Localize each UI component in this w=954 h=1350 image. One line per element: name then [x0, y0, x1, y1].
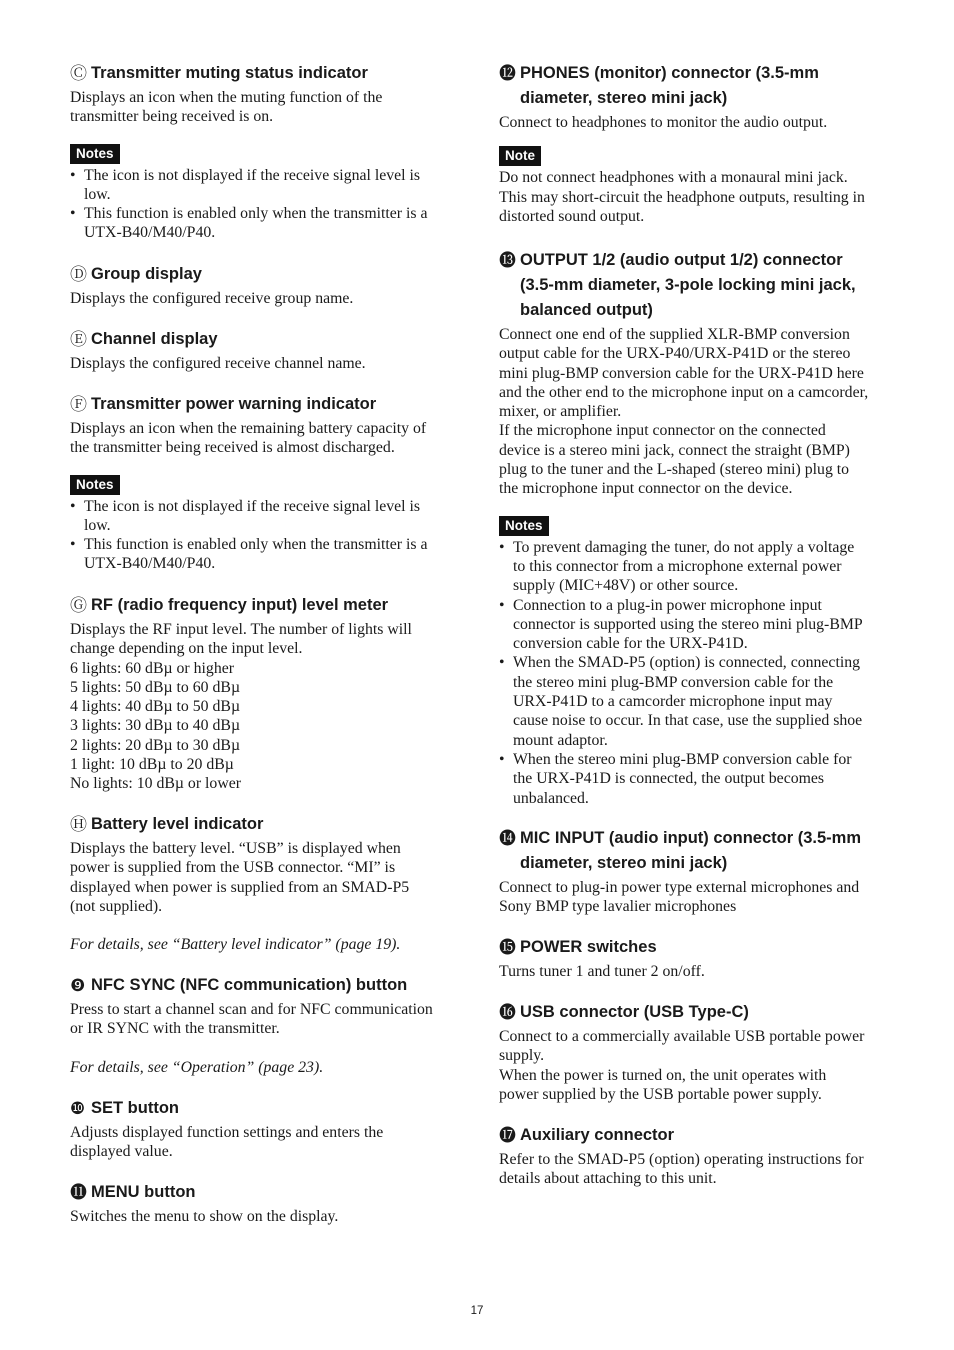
cross-reference: For details, see “Battery level indicator” (page 19). — [70, 936, 401, 954]
section-body: Displays the configured receive channel name. — [70, 355, 366, 372]
notes-badge: Notes — [70, 475, 120, 495]
section-heading: Ⓕ Transmitter power warning indicator — [70, 392, 458, 417]
marker-c: Ⓒ — [70, 64, 87, 83]
marker-12: ⓬ — [499, 64, 516, 83]
section-phones-connector — [499, 61, 889, 226]
cross-reference: For details, see “Operation” (page 23). — [70, 1058, 324, 1076]
section-body: Displays the battery level. “USB” is displayed when power is supplied from the USB connector. “MI” is displayed when power is supplied from an SMAD-P5 (not supplied). — [70, 840, 410, 915]
section-body: Displays the configured receive group name. — [70, 290, 354, 307]
note-item: • The icon is not displayed if the receive signal level is low. — [70, 497, 458, 536]
marker-9: ❾ — [70, 976, 86, 995]
section-body: Switches the menu to show on the display. — [70, 1208, 339, 1225]
marker-17: ⓱ — [499, 1126, 516, 1145]
section-mic-input-connector — [499, 826, 889, 917]
section-usb-connector — [499, 1000, 889, 1104]
section-body: Displays an icon when the muting function of the transmitter being received is on. — [70, 89, 383, 126]
page-number: 17 — [470, 1305, 484, 1317]
section-heading: Ⓖ RF (radio frequency input) level meter — [70, 593, 458, 618]
marker-14: ⓮ — [499, 829, 516, 848]
section-body: Adjusts displayed function settings and enters the displayed value. — [70, 1124, 384, 1161]
section-heading: ⓫ MENU button — [70, 1180, 458, 1205]
section-body: Connect one end of the supplied XLR-BMP conversion output cable for the URX-P40/URX-P41D or the stereo mini plug-BMP conversion cable for the URX-P41D here and the other end to the microphone input on a camcorder, mixer, or amplifier. If the microphone input connector on the connected device is a stereo mini jack, connect the straight (BMP) plug to the tuner and the L-shaped (stereo mini) plug to the microphone input connector on the device. — [499, 326, 869, 498]
section-body: Refer to the SMAD-P5 (option) operating instructions for details about attaching to this unit. — [499, 1151, 864, 1188]
section-power-warning — [70, 392, 458, 574]
marker-16: ⓰ — [499, 1003, 516, 1022]
section-heading: ⓮ MIC INPUT (audio input) connector (3.5-mm diameter, stereo mini jack) — [499, 826, 889, 876]
note-item: • To prevent damaging the tuner, do not apply a voltage to this connector from a microphone external power supply (MIC+48V) or other source. — [499, 538, 889, 596]
marker-f: Ⓕ — [70, 395, 87, 414]
marker-10: ❿ — [70, 1099, 86, 1118]
section-heading: ⓭ OUTPUT 1/2 (audio output 1/2) connector (3.5-mm diameter, 3-pole locking mini jack, balanced output) — [499, 248, 889, 323]
section-output-connector — [499, 248, 889, 808]
section-battery-level — [70, 812, 458, 954]
section-channel-display — [70, 327, 458, 373]
section-transmitter-muting — [70, 61, 458, 243]
section-body: Displays an icon when the remaining battery capacity of the transmitter being received is almost discharged. — [70, 420, 427, 457]
marker-g: Ⓖ — [70, 596, 87, 615]
section-heading: Ⓗ Battery level indicator — [70, 812, 458, 837]
note-item: • Connection to a plug-in power microphone input connector is supported using the stereo mini plug-BMP conversion cable for the URX-P41D. — [499, 596, 889, 654]
section-power-switches — [499, 935, 889, 981]
note-item: • This function is enabled only when the transmitter is a UTX-B40/M40/P40. — [70, 204, 458, 243]
section-body: Turns tuner 1 and tuner 2 on/off. — [499, 963, 705, 980]
notes-badge: Notes — [70, 144, 120, 164]
section-heading: ⓯ POWER switches — [499, 935, 889, 960]
section-body: Connect to a commercially available USB portable power supply. When the power is turned on, the unit operates with power supplied by the USB portable power supply. — [499, 1028, 865, 1103]
section-menu-button — [70, 1180, 458, 1226]
notes-block — [499, 516, 889, 808]
section-heading: Ⓔ Channel display — [70, 327, 458, 352]
notes-badge: Notes — [499, 516, 549, 536]
section-body: Press to start a channel scan and for NFC communication or IR SYNC with the transmitter. — [70, 1001, 433, 1038]
section-heading: Ⓒ Transmitter muting status indicator — [70, 61, 458, 86]
marker-h: Ⓗ — [70, 815, 87, 834]
note-text: Do not connect headphones with a monaural mini jack. This may short-circuit the headphone outputs, resulting in distorted sound output. — [499, 169, 865, 225]
notes-block — [70, 475, 458, 574]
section-body: Displays the RF input level. The number of lights will change depending on the input level. 6 lights: 60 dBµ or higher 5 lights: 50 dBµ to 60 dBµ 4 lights: 40 dBµ to 50 dBµ 3 lights: 30 dBµ to 40 dBµ 2 lights: 20 dBµ to 30 dBµ 1 light: 10 dBµ to 20 dBµ No lights: 10 dBµ or lower — [70, 621, 412, 793]
section-auxiliary-connector — [499, 1123, 889, 1189]
marker-11: ⓫ — [70, 1183, 87, 1202]
section-nfc-sync — [70, 973, 458, 1077]
marker-e: Ⓔ — [70, 330, 87, 349]
marker-13: ⓭ — [499, 251, 516, 270]
section-group-display — [70, 262, 458, 308]
note-item: • When the stereo mini plug-BMP conversion cable for the URX-P41D is connected, the output becomes unbalanced. — [499, 750, 889, 808]
section-heading: ⓬ PHONES (monitor) connector (3.5-mm diameter, stereo mini jack) — [499, 61, 889, 111]
section-heading: ⓰ USB connector (USB Type-C) — [499, 1000, 889, 1025]
marker-d: Ⓓ — [70, 265, 87, 284]
section-heading: ⓱ Auxiliary connector — [499, 1123, 889, 1148]
section-heading: ❿ SET button — [70, 1096, 458, 1121]
notes-block — [70, 144, 458, 243]
section-heading: Ⓓ Group display — [70, 262, 458, 287]
note-block — [499, 146, 889, 226]
section-body: Connect to plug-in power type external microphones and Sony BMP type lavalier microphones — [499, 879, 860, 916]
section-body: Connect to headphones to monitor the audio output. — [499, 114, 828, 131]
note-item: • This function is enabled only when the transmitter is a UTX-B40/M40/P40. — [70, 535, 458, 574]
section-heading: ❾ NFC SYNC (NFC communication) button — [70, 973, 458, 998]
note-item: • When the SMAD-P5 (option) is connected, connecting the stereo mini plug-BMP conversion cable for the URX-P41D to a camcorder microphone input may cause noise to occur. In that case, use the supplied shoe mount adaptor. — [499, 653, 889, 749]
section-rf-level-meter — [70, 593, 458, 794]
note-badge: Note — [499, 146, 541, 166]
section-set-button — [70, 1096, 458, 1162]
note-item: • The icon is not displayed if the receive signal level is low. — [70, 166, 458, 205]
marker-15: ⓯ — [499, 938, 516, 957]
